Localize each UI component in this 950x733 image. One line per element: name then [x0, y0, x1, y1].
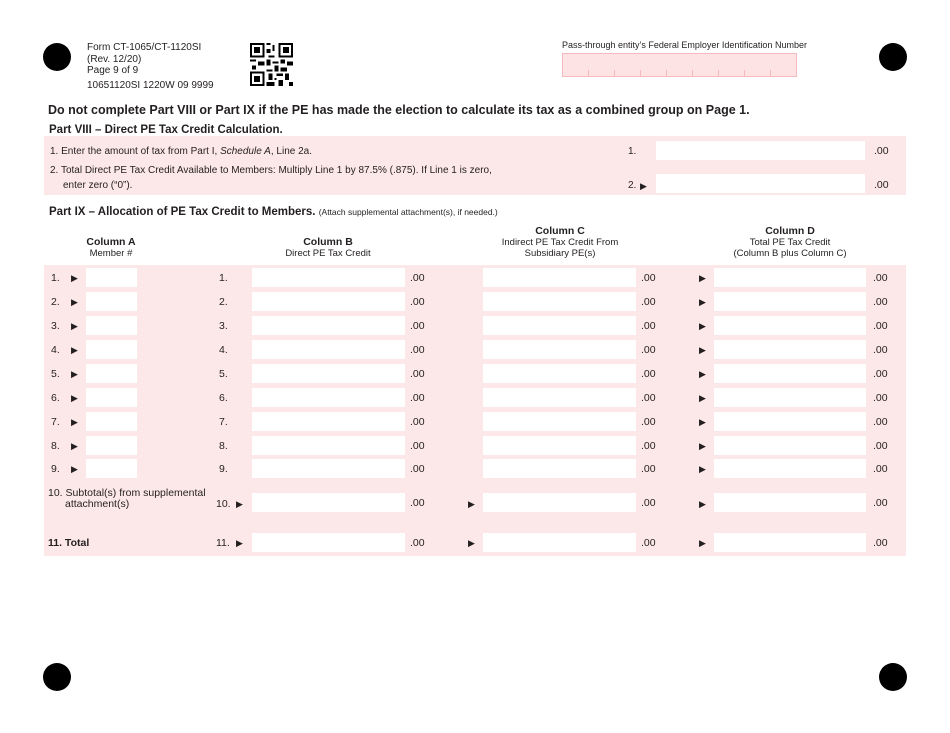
direct-credit-input[interactable]	[252, 364, 405, 383]
row-number: 9.	[51, 463, 60, 475]
arrow-icon: ▶	[699, 441, 706, 451]
member-number-input[interactable]	[86, 388, 137, 407]
direct-credit-input[interactable]	[252, 412, 405, 431]
total-credit-input[interactable]	[714, 533, 866, 552]
total-credit-input[interactable]	[714, 412, 866, 431]
indirect-credit-input[interactable]	[483, 268, 636, 287]
registration-dot-icon	[879, 663, 907, 691]
row-number: 4.	[219, 344, 228, 356]
indirect-credit-input[interactable]	[483, 364, 636, 383]
arrow-icon: ▶	[699, 538, 706, 548]
line10-label-cont: attachment(s)	[65, 498, 130, 510]
row-number: 6.	[51, 392, 60, 404]
qr-code-icon	[250, 43, 293, 86]
indirect-credit-input[interactable]	[483, 388, 636, 407]
total-credit-cents: .00	[873, 416, 888, 428]
arrow-icon: ▶	[699, 273, 706, 283]
row-number: 1.	[51, 272, 60, 284]
indirect-credit-input[interactable]	[483, 292, 636, 311]
total-credit-input[interactable]	[714, 493, 866, 512]
arrow-icon: ▶	[71, 345, 78, 355]
direct-credit-input[interactable]	[252, 268, 405, 287]
total-credit-input[interactable]	[714, 292, 866, 311]
arrow-icon: ▶	[71, 393, 78, 403]
direct-credit-cents: .00	[410, 368, 425, 380]
row-number: 1.	[219, 272, 228, 284]
registration-dot-icon	[43, 663, 71, 691]
fein-label: Pass-through entity’s Federal Employer Identification Number	[562, 40, 807, 50]
total-credit-cents: .00	[873, 497, 888, 509]
direct-credit-input[interactable]	[252, 340, 405, 359]
total-credit-cents: .00	[873, 392, 888, 404]
row-number: 7.	[219, 416, 228, 428]
line11-label: 11. Total	[48, 537, 90, 549]
total-credit-cents: .00	[873, 272, 888, 284]
row-number: 10.	[216, 498, 231, 510]
arrow-icon: ▶	[640, 181, 647, 191]
row-number: 4.	[51, 344, 60, 356]
direct-credit-cents: .00	[410, 392, 425, 404]
arrow-icon: ▶	[71, 273, 78, 283]
indirect-credit-input[interactable]	[483, 316, 636, 335]
direct-credit-cents: .00	[410, 440, 425, 452]
indirect-credit-input[interactable]	[483, 436, 636, 455]
arrow-icon: ▶	[71, 369, 78, 379]
direct-credit-cents: .00	[410, 416, 425, 428]
page-number: Page 9 of 9	[87, 65, 139, 76]
direct-credit-input[interactable]	[252, 459, 405, 478]
part8-line2-cents: .00	[874, 179, 889, 191]
indirect-credit-input[interactable]	[483, 459, 636, 478]
row-number: 8.	[219, 440, 228, 452]
indirect-credit-cents: .00	[641, 272, 656, 284]
direct-credit-cents: .00	[410, 296, 425, 308]
total-credit-cents: .00	[873, 296, 888, 308]
row-number: 2.	[51, 296, 60, 308]
member-number-input[interactable]	[86, 364, 137, 383]
direct-credit-cents: .00	[410, 272, 425, 284]
row-number: 6.	[219, 392, 228, 404]
member-number-input[interactable]	[86, 459, 137, 478]
part8-line1-cents: .00	[874, 145, 889, 157]
indirect-credit-cents: .00	[641, 440, 656, 452]
total-credit-input[interactable]	[714, 388, 866, 407]
arrow-icon: ▶	[71, 417, 78, 427]
total-credit-input[interactable]	[714, 316, 866, 335]
indirect-credit-cents: .00	[641, 296, 656, 308]
arrow-icon: ▶	[699, 297, 706, 307]
arrow-icon: ▶	[236, 538, 243, 548]
direct-credit-cents: .00	[410, 537, 425, 549]
indirect-credit-cents: .00	[641, 320, 656, 332]
column-b-header: Column B Direct PE Tax Credit	[285, 236, 371, 259]
member-number-input[interactable]	[86, 340, 137, 359]
total-credit-cents: .00	[873, 537, 888, 549]
total-credit-input[interactable]	[714, 459, 866, 478]
total-credit-input[interactable]	[714, 364, 866, 383]
indirect-credit-input[interactable]	[483, 412, 636, 431]
row-number: 2.	[219, 296, 228, 308]
direct-credit-input[interactable]	[252, 493, 405, 512]
indirect-credit-input[interactable]	[483, 493, 636, 512]
row-number: 5.	[51, 368, 60, 380]
row-number: 3.	[51, 320, 60, 332]
member-number-input[interactable]	[86, 316, 137, 335]
arrow-icon: ▶	[699, 417, 706, 427]
part8-line2-label: 2. Total Direct PE Tax Credit Available to Members: Multiply Line 1 by 87.5% (.875). If Line 1 is zero,	[50, 165, 492, 176]
arrow-icon: ▶	[71, 297, 78, 307]
row-number: 9.	[219, 463, 228, 475]
form-name: Form CT-1065/CT-1120SI	[87, 42, 202, 53]
row-number: 3.	[219, 320, 228, 332]
indirect-credit-cents: .00	[641, 497, 656, 509]
form-header	[87, 42, 214, 91]
total-credit-cents: .00	[873, 344, 888, 356]
member-number-input[interactable]	[86, 292, 137, 311]
direct-credit-cents: .00	[410, 463, 425, 475]
indirect-credit-cents: .00	[641, 463, 656, 475]
row-number: 5.	[219, 368, 228, 380]
part8-line2-label-cont: enter zero (“0”).	[63, 180, 133, 191]
column-a-header: Column A Member #	[86, 236, 136, 259]
member-number-input[interactable]	[86, 268, 137, 287]
part8-line2-number: 2.	[628, 180, 637, 191]
column-c-header: Column C Indirect PE Tax Credit From Subsidiary PE(s)	[501, 225, 619, 259]
total-credit-cents: .00	[873, 320, 888, 332]
total-credit-cents: .00	[873, 368, 888, 380]
arrow-icon: ▶	[699, 345, 706, 355]
form-code: 10651120SI 1220W 09 9999	[87, 79, 214, 91]
arrow-icon: ▶	[468, 538, 475, 548]
column-d-header: Column D Total PE Tax Credit (Column B plus Column C)	[733, 225, 847, 259]
arrow-icon: ▶	[71, 321, 78, 331]
registration-dot-icon	[879, 43, 907, 71]
arrow-icon: ▶	[71, 441, 78, 451]
line10-label: 10. Subtotal(s) from supplemental	[48, 487, 206, 499]
total-credit-input[interactable]	[714, 268, 866, 287]
form-revision: (Rev. 12/20)	[87, 53, 142, 65]
indirect-credit-cents: .00	[641, 416, 656, 428]
member-number-input[interactable]	[86, 436, 137, 455]
registration-dot-icon	[43, 43, 71, 71]
total-credit-input[interactable]	[714, 340, 866, 359]
arrow-icon: ▶	[236, 499, 243, 509]
row-number: 11.	[216, 537, 230, 549]
total-credit-cents: .00	[873, 440, 888, 452]
arrow-icon: ▶	[699, 499, 706, 509]
indirect-credit-cents: .00	[641, 368, 656, 380]
arrow-icon: ▶	[699, 393, 706, 403]
total-credit-cents: .00	[873, 463, 888, 475]
direct-credit-input[interactable]	[252, 388, 405, 407]
part8-title: Part VIII – Direct PE Tax Credit Calculation.	[49, 124, 283, 136]
direct-credit-input[interactable]	[252, 316, 405, 335]
arrow-icon: ▶	[468, 499, 475, 509]
indirect-credit-cents: .00	[641, 537, 656, 549]
arrow-icon: ▶	[71, 464, 78, 474]
total-credit-input[interactable]	[714, 436, 866, 455]
row-number: 7.	[51, 416, 60, 428]
notice-text: Do not complete Part VIII or Part IX if the PE has made the election to calculate its tax as a combined group on Page 1.	[48, 103, 750, 117]
direct-credit-input[interactable]	[252, 436, 405, 455]
arrow-icon: ▶	[699, 369, 706, 379]
indirect-credit-cents: .00	[641, 392, 656, 404]
fein-input[interactable]	[562, 53, 797, 77]
part8-line1-label: 1. Enter the amount of tax from Part I, Schedule A, Line 2a.	[50, 146, 313, 157]
part8-line2-input[interactable]	[656, 174, 865, 193]
indirect-credit-input[interactable]	[483, 340, 636, 359]
direct-credit-cents: .00	[410, 320, 425, 332]
arrow-icon: ▶	[699, 321, 706, 331]
direct-credit-input[interactable]	[252, 533, 405, 552]
indirect-credit-cents: .00	[641, 344, 656, 356]
part8-line1-number: 1.	[628, 146, 637, 157]
arrow-icon: ▶	[699, 464, 706, 474]
direct-credit-cents: .00	[410, 344, 425, 356]
direct-credit-cents: .00	[410, 497, 425, 509]
direct-credit-input[interactable]	[252, 292, 405, 311]
part8-line1-input[interactable]	[656, 141, 865, 160]
row-number: 8.	[51, 440, 60, 452]
indirect-credit-input[interactable]	[483, 533, 636, 552]
part9-title: Part IX – Allocation of PE Tax Credit to Members. (Attach supplemental attachment(s), if needed.)	[49, 206, 498, 218]
member-number-input[interactable]	[86, 412, 137, 431]
